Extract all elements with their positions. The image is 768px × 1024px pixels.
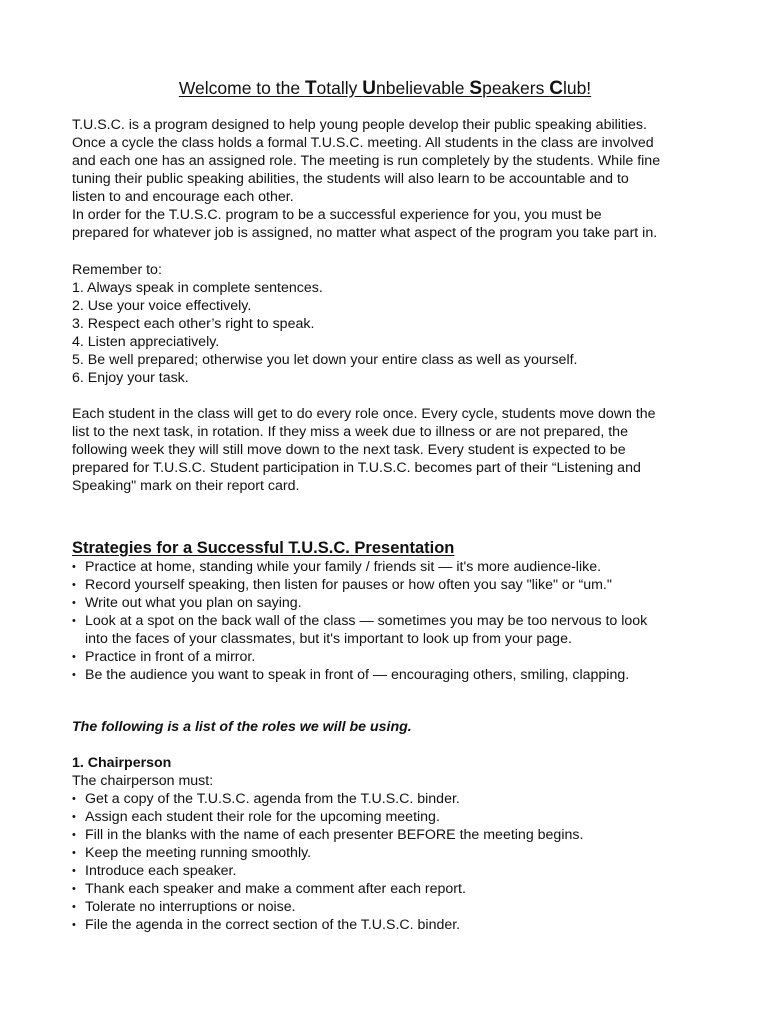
list-item: [72, 666, 702, 684]
intro-paragraph: [72, 116, 702, 242]
list-item: 4. Listen appreciatively.: [72, 334, 220, 350]
intro-line: listen to and encourage each other.: [72, 189, 294, 205]
title-text: peakers: [482, 78, 550, 98]
list-item: 1. Always speak in complete sentences.: [72, 280, 323, 296]
list-item: [72, 576, 702, 594]
list-item: [72, 898, 702, 916]
intro-line: In order for the T.U.S.C. program to be a successful experience for you, you must be: [72, 207, 602, 223]
bullet-icon: •: [72, 811, 76, 823]
chairperson-heading: 1. Chairperson: [72, 755, 172, 771]
list-item-text: Write out what you plan on saying.: [85, 595, 302, 611]
bullet-icon: •: [72, 847, 76, 859]
list-item: [72, 916, 702, 934]
list-item-text: File the agenda in the correct section of the T.U.S.C. binder.: [85, 917, 461, 933]
chairperson-lead: The chairperson must:: [72, 773, 214, 789]
list-item-text: into the faces of your classmates, but it's important to look up from your page.: [85, 631, 572, 647]
strategies-heading: Strategies for a Successful T.U.S.C. Presentation: [72, 539, 455, 557]
page-title: [72, 77, 698, 100]
rotation-paragraph: [72, 405, 702, 495]
title-initial-c: C: [549, 78, 563, 99]
list-item: [72, 862, 702, 880]
strategies-list: [72, 558, 702, 684]
list-item-text: Tolerate no interruptions or noise.: [85, 899, 296, 915]
list-item: 6. Enjoy your task.: [72, 370, 189, 386]
list-item-text: Be the audience you want to speak in front of — encouraging others, smiling, clapping.: [85, 667, 630, 683]
chairperson-list: [72, 790, 702, 934]
intro-line: tuning their public speaking abilities, the students will also learn to be accountable and to: [72, 171, 629, 187]
list-item: 2. Use your voice effectively.: [72, 298, 252, 314]
list-item-text: Introduce each speaker.: [85, 863, 237, 879]
list-item-text: Assign each student their role for the upcoming meeting.: [85, 809, 440, 825]
list-item-text: Keep the meeting running smoothly.: [85, 845, 312, 861]
title-text: lub!: [562, 78, 592, 98]
bullet-icon: •: [72, 901, 76, 913]
title-initial-t: T: [304, 78, 317, 99]
title-text: otally: [316, 78, 363, 98]
list-item: 5. Be well prepared; otherwise you let down your entire class as well as yourself.: [72, 352, 578, 368]
list-item-text: Fill in the blanks with the name of each presenter BEFORE the meeting begins.: [85, 827, 584, 843]
title-text: Welcome to the: [178, 78, 305, 98]
rotation-line: Each student in the class will get to do every role once. Every cycle, students move down the: [72, 406, 656, 422]
bullet-icon: •: [72, 615, 76, 627]
list-item: [72, 826, 702, 844]
list-item-text: Get a copy of the T.U.S.C. agenda from the T.U.S.C. binder.: [85, 791, 460, 807]
list-item-continuation: [72, 630, 702, 648]
list-item-text: Look at a spot on the back wall of the class — sometimes you may be too nervous to look: [85, 613, 648, 629]
roles-intro: The following is a list of the roles we will be using.: [72, 719, 412, 735]
list-item: [72, 648, 702, 666]
rotation-line: list to the next task, in rotation. If they miss a week due to illness or are not prepared, the: [72, 424, 628, 440]
bullet-icon: •: [72, 561, 76, 573]
list-item: [72, 558, 702, 576]
rotation-line: following week they will still move down to the next task. Every student is expected to be: [72, 442, 626, 458]
list-item: [72, 880, 702, 898]
strategies-section: [72, 558, 702, 684]
remember-heading: Remember to:: [72, 262, 162, 278]
bullet-icon: •: [72, 865, 76, 877]
intro-line: T.U.S.C. is a program designed to help young people develop their public speaking abilities.: [72, 117, 647, 133]
bullet-icon: •: [72, 651, 76, 663]
list-item: [72, 808, 702, 826]
list-item-text: Practice at home, standing while your family / friends sit — it's more audience-like.: [85, 559, 602, 575]
bullet-icon: •: [72, 793, 76, 805]
list-item: [72, 612, 702, 630]
title-initial-u: U: [362, 78, 376, 99]
bullet-icon: •: [72, 883, 76, 895]
list-item: [72, 790, 702, 808]
bullet-icon: •: [72, 669, 76, 681]
list-item-text: Practice in front of a mirror.: [85, 649, 256, 665]
title-text: nbelievable: [376, 78, 470, 98]
intro-line: Once a cycle the class holds a formal T.U.S.C. meeting. All students in the class are involved: [72, 135, 654, 151]
rotation-line: prepared for T.U.S.C. Student participation in T.U.S.C. becomes part of their “Listening and: [72, 460, 641, 476]
list-item: [72, 844, 702, 862]
list-item: 3. Respect each other’s right to speak.: [72, 316, 315, 332]
bullet-icon: •: [72, 597, 76, 609]
bullet-icon: •: [72, 919, 76, 931]
list-item-text: Thank each speaker and make a comment after each report.: [85, 881, 466, 897]
remember-list: [72, 279, 702, 387]
intro-line: and each one has an assigned role. The meeting is run completely by the students. While fine: [72, 153, 661, 169]
list-item: [72, 594, 702, 612]
title-initial-s: S: [469, 78, 483, 99]
bullet-icon: •: [72, 579, 76, 591]
list-item-text: Record yourself speaking, then listen for pauses or how often you say "like" or “um.": [85, 577, 612, 593]
chairperson-section: [72, 754, 702, 934]
bullet-icon: •: [72, 829, 76, 841]
rotation-line: Speaking" mark on their report card.: [72, 478, 300, 494]
intro-line: prepared for whatever job is assigned, no matter what aspect of the program you take part in.: [72, 225, 658, 241]
remember-section: [72, 261, 702, 387]
